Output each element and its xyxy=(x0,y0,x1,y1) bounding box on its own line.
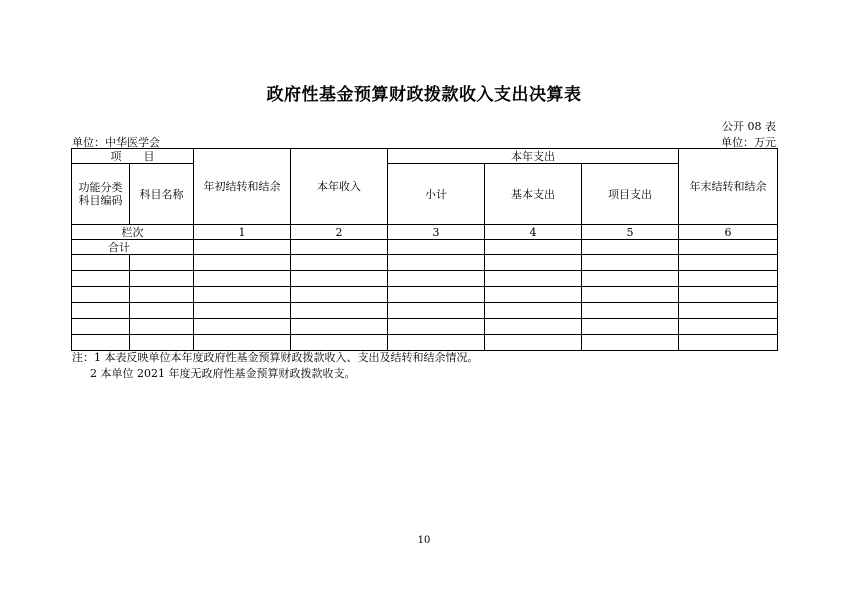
form-number: 公开 08 表 xyxy=(722,120,776,133)
table-cell xyxy=(291,303,388,319)
table-cell xyxy=(582,255,679,271)
header-subtotal: 小计 xyxy=(388,164,485,225)
table-row xyxy=(72,287,778,303)
table-cell xyxy=(485,335,582,351)
table-cell xyxy=(130,319,194,335)
table-cell xyxy=(388,287,485,303)
unit-organization: 单位：中华医学会 xyxy=(72,136,160,149)
table-cell xyxy=(194,287,291,303)
page-number: 10 xyxy=(417,535,431,546)
table-cell xyxy=(130,335,194,351)
table-notes xyxy=(72,350,479,382)
table-cell xyxy=(679,271,778,287)
table-row xyxy=(72,271,778,287)
table-cell xyxy=(485,240,582,255)
total-row xyxy=(72,240,778,255)
header-item: 项 目 xyxy=(72,149,194,164)
column-number: 4 xyxy=(485,225,582,240)
column-number: 5 xyxy=(582,225,679,240)
table-cell xyxy=(679,255,778,271)
table-cell xyxy=(291,287,388,303)
table-cell xyxy=(679,287,778,303)
table-cell xyxy=(72,255,130,271)
table-cell xyxy=(388,335,485,351)
table-cell xyxy=(291,255,388,271)
table-cell xyxy=(194,303,291,319)
table-cell xyxy=(291,335,388,351)
table-cell xyxy=(679,319,778,335)
table-cell xyxy=(582,303,679,319)
table-cell xyxy=(679,303,778,319)
table-cell xyxy=(291,271,388,287)
table-cell xyxy=(72,319,130,335)
table-cell xyxy=(291,240,388,255)
header-beginning-balance: 年初结转和结余 xyxy=(194,149,291,225)
table-cell xyxy=(388,303,485,319)
table-cell xyxy=(130,303,194,319)
column-number: 2 xyxy=(291,225,388,240)
column-number: 3 xyxy=(388,225,485,240)
column-number: 6 xyxy=(679,225,778,240)
table-cell xyxy=(388,319,485,335)
table-row xyxy=(72,255,778,271)
header-subject-name: 科目名称 xyxy=(130,164,194,225)
table-cell xyxy=(194,240,291,255)
page-title: 政府性基金预算财政拨款收入支出决算表 xyxy=(266,85,582,105)
table-cell xyxy=(130,287,194,303)
table-cell xyxy=(72,271,130,287)
table-cell xyxy=(582,319,679,335)
column-number-row xyxy=(72,225,778,240)
table-cell xyxy=(582,240,679,255)
header-function-code: 功能分类科目编码 xyxy=(72,164,130,225)
table-cell xyxy=(485,271,582,287)
column-number: 1 xyxy=(194,225,291,240)
table-cell xyxy=(194,335,291,351)
table-cell xyxy=(72,287,130,303)
table-cell xyxy=(72,303,130,319)
unit-currency: 单位：万元 xyxy=(721,136,776,149)
table-cell xyxy=(130,271,194,287)
table-cell xyxy=(130,255,194,271)
header-project-expenditure: 项目支出 xyxy=(582,164,679,225)
table-cell xyxy=(582,335,679,351)
table-cell xyxy=(388,255,485,271)
table-row xyxy=(72,319,778,335)
table-cell xyxy=(291,319,388,335)
note-1: 注：1 本表反映单位本年度政府性基金预算财政拨款收入、支出及结转和结余情况。 xyxy=(72,351,479,364)
table-cell xyxy=(485,303,582,319)
table-cell xyxy=(72,335,130,351)
note-2: 2 本单位 2021 年度无政府性基金预算财政拨款收支。 xyxy=(90,367,356,380)
table-cell xyxy=(388,240,485,255)
table-cell xyxy=(388,271,485,287)
column-number-label: 栏次 xyxy=(72,225,194,240)
table-cell xyxy=(679,240,778,255)
budget-table xyxy=(71,148,778,351)
table-cell xyxy=(679,335,778,351)
table-cell xyxy=(582,271,679,287)
table-cell xyxy=(485,287,582,303)
table-cell xyxy=(194,271,291,287)
table-row xyxy=(72,335,778,351)
table-cell xyxy=(582,287,679,303)
total-label: 合计 xyxy=(72,240,194,255)
header-annual-income: 本年收入 xyxy=(291,149,388,225)
table-row xyxy=(72,303,778,319)
table-cell xyxy=(485,319,582,335)
header-annual-expenditure: 本年支出 xyxy=(388,149,679,164)
table-cell xyxy=(194,319,291,335)
header-basic-expenditure: 基本支出 xyxy=(485,164,582,225)
header-ending-balance: 年末结转和结余 xyxy=(679,149,778,225)
table-cell xyxy=(485,255,582,271)
table-cell xyxy=(194,255,291,271)
